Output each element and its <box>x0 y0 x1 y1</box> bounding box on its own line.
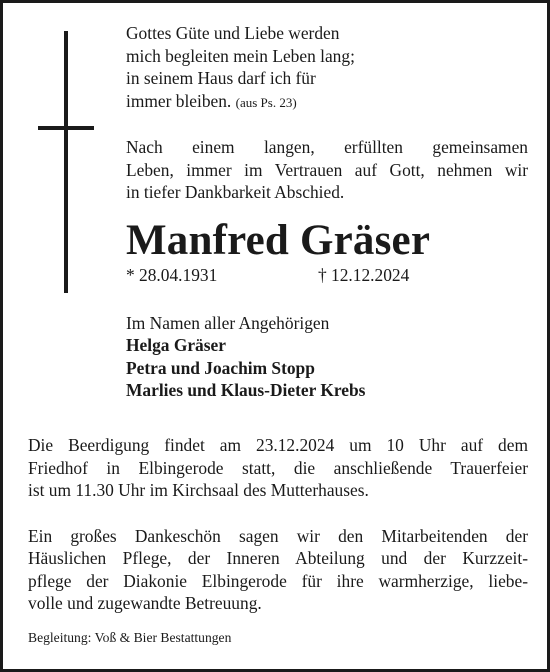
death-date: † 12.12.2024 <box>318 264 410 285</box>
farewell-text <box>126 136 528 204</box>
farewell-line: Leben, immer im Vertrauen auf Gott, nehmen wir <box>126 159 528 180</box>
cross-vertical-bar <box>64 31 68 293</box>
verse-line: in seinem Haus darf ich für <box>126 68 316 88</box>
mourners <box>126 312 528 402</box>
notice-upper-block <box>126 22 528 402</box>
mourners-intro: Im Namen aller Angehörigen <box>126 312 330 333</box>
thanks-line: Häuslichen Pflege, der Inneren Abteilung und der Kurzzeit- <box>28 548 528 568</box>
thanks-text <box>28 525 528 615</box>
notice-lower-block <box>28 434 528 615</box>
spacer <box>28 502 528 525</box>
deceased-name: Manfred Gräser <box>126 216 431 264</box>
spacer <box>126 114 528 136</box>
funeral-home-credit: Begleitung: Voß & Bier Bestattungen <box>28 630 232 645</box>
verse-line: Gottes Güte und Liebe werden <box>126 23 340 43</box>
thanks-line: pflege der Diakonie Elbingerode für ihre warmherzige, liebe- <box>28 570 528 591</box>
farewell-line: in tiefer Dankbarkeit Abschied. <box>126 182 345 202</box>
verse-line: immer bleiben. <box>126 90 232 111</box>
thanks-line: volle und zugewandte Betreuung. <box>28 593 262 613</box>
funeral-line: Die Beerdigung findet am 23.12.2024 um 10 Uhr auf dem <box>28 435 528 455</box>
funeral-text <box>28 434 528 502</box>
spacer <box>126 288 528 312</box>
verse <box>126 22 528 114</box>
verse-last-line <box>126 90 528 115</box>
farewell-line: Nach einem langen, erfüllten gemeinsamen <box>126 137 528 157</box>
cross-horizontal-bar <box>38 126 94 130</box>
mourner-name: Petra und Joachim Stopp <box>126 357 315 378</box>
cross-icon <box>38 31 94 293</box>
life-dates <box>126 264 528 288</box>
verse-line: mich begleiten mein Leben lang; <box>126 45 355 66</box>
verse-source: (aus Ps. 23) <box>235 94 297 110</box>
mourner-name: Marlies und Klaus-Dieter Krebs <box>126 380 366 400</box>
birth-date: * 28.04.1931 <box>126 264 218 285</box>
funeral-line: Friedhof in Elbingerode statt, die anschließende Trauerfeier <box>28 457 528 478</box>
thanks-line: Ein großes Dankeschön sagen wir den Mitarbeitenden der <box>28 525 528 546</box>
mourner-name: Helga Gräser <box>126 335 226 355</box>
funeral-line: ist um 11.30 Uhr im Kirchsaal des Mutterhauses. <box>28 480 369 500</box>
